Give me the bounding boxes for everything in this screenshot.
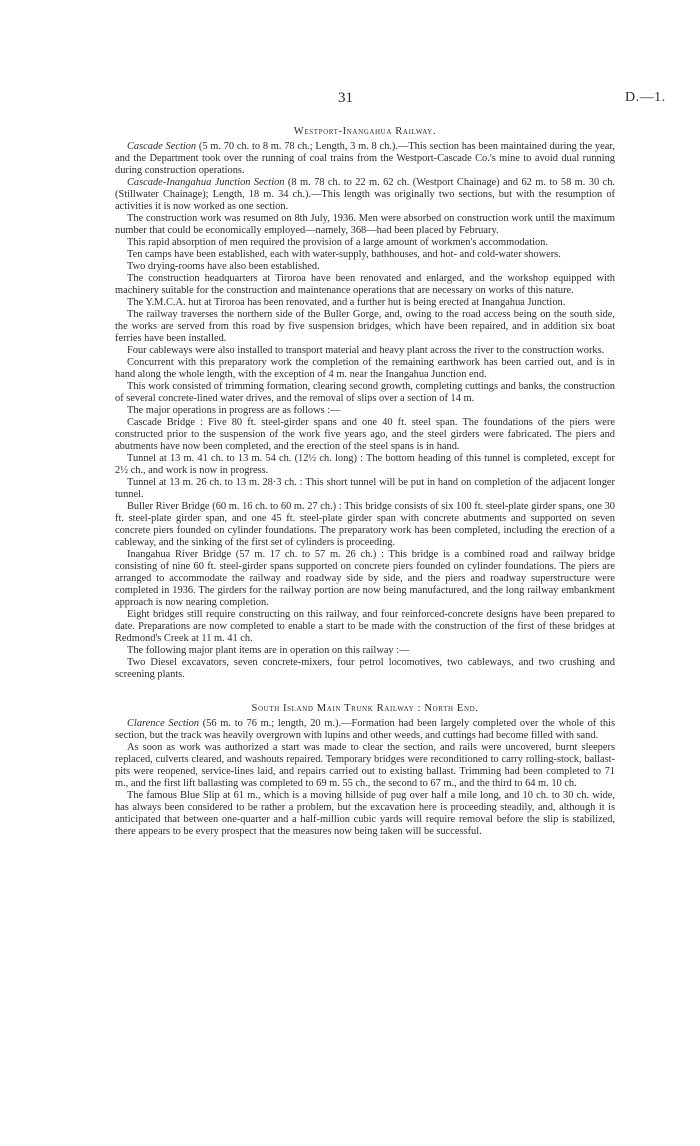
paragraph-text: (5 m. 70 ch. to 8 m. 78 ch.; Length, 3 m. 8 ch.).—This section has been maintained during the year, and the Department took over the running of coal trains from the Westport-Cascade Co.'s mine to avoid dual running during construction operations. [115,141,615,176]
document-reference: D.—1. [625,90,666,105]
paragraph [115,141,615,177]
page-number: 31 [338,90,353,106]
paragraph: This rapid absorption of men required the provision of a large amount of workmen's accommodation. [127,237,548,248]
paragraph: As soon as work was authorized a start was made to clear the section, and rails were uncovered, burnt sleepers replaced, culverts cleared, and washouts repaired. Temporary bridges were reconditioned to carry rolling-stock, ballast-pits were reopened, service-lines laid, and repairs carried out to existing ballast. Trimming had been completed to 71 m., and the first lift ballasting was completed to 69 m. 55 ch., the second to 67 m., and the third to 64 m. 10 ch. [115,742,615,789]
paragraph: The following major plant items are in operation on this railway :— [127,645,410,656]
paragraph: The railway traverses the northern side of the Buller Gorge, and, owing to the road access being on the south side, the works are served from this road by five suspension bridges, which have been repaired, and in addition six boat ferries have been installed. [115,309,615,344]
paragraph [115,718,615,742]
paragraph: Concurrent with this preparatory work the completion of the remaining earthwork has been carried out, and is in hand along the whole length, with the exception of 4 m. near the Inangahua Junction end. [115,357,615,380]
paragraph-text: (56 m. to 76 m.; length, 20 m.).—Formation had been largely completed over the whole of this section, but the track was heavily overgrown with lupins and other weeds, and cuttings had become filled with sand. [115,718,615,741]
paragraph: Two Diesel excavators, seven concrete-mixers, four petrol locomotives, two cableways, and two crushing and screening plants. [115,657,615,680]
paragraph: The Y.M.C.A. hut at Tiroroa has been renovated, and a further hut is being erected at Inangahua Junction. [127,297,566,308]
paragraph: The construction work was resumed on 8th July, 1936. Men were absorbed on construction work until the maximum number that could be economically employed—namely, 368—had been placed by February. [115,213,615,236]
paragraph: Two drying-rooms have also been established. [127,261,320,272]
paragraph: Inangahua River Bridge (57 m. 17 ch. to 57 m. 26 ch.) : This bridge is a combined road and railway bridge consisting of nine 60 ft. steel-girder spans supported on concrete piers founded on cylinder foundations. The piers are arranged to accommodate the railway and roadway side by side, and the piers and roadway superstructure were completed in 1936. The girders for the railway portion are now being manufactured, and the long railway embankment approach is now nearing completion. [115,549,615,608]
paragraph: Cascade Bridge : Five 80 ft. steel-girder spans and one 40 ft. steel span. The foundations of the piers were constructed prior to the suspension of the work five years ago, and the steel girders were fabricated. The piers and abutments have now been completed, and the erection of the steel spans is in hand. [115,417,615,452]
paragraph: The major operations in progress are as follows :— [127,405,341,416]
section-title: Cascade-Inangahua Junction Section [127,177,285,188]
paragraph: Eight bridges still require constructing on this railway, and four reinforced-concrete designs have been prepared to date. Preparations are now completed to enable a start to be made with the construction of the first of these bridges at Redmond's Creek at 11 m. 41 ch. [115,609,615,644]
paragraph: The famous Blue Slip at 61 m., which is a moving hillside of pug over half a mile long, and 10 ch. to 30 ch. wide, has always been considered to be rather a problem, but the excavation here is proceeding steadily, and, although it is anticipated that between one-quarter and a half-million cubic yards will require removal before the slip is stabilized, there appears to be every prospect that the measures now being taken will be successful. [115,790,615,837]
paragraph: Tunnel at 13 m. 26 ch. to 13 m. 28·3 ch. : This short tunnel will be put in hand on completion of the adjacent longer tunnel. [115,477,615,500]
section-heading-south-island-main-trunk: South Island Main Trunk Railway : North End. [251,703,479,714]
paragraph: Tunnel at 13 m. 41 ch. to 13 m. 54 ch. (12½ ch. long) : The bottom heading of this tunnel is completed, except for 2½ ch., and work is now in progress. [115,453,615,476]
paragraph: Four cableways were also installed to transport material and heavy plant across the river to the construction works. [127,345,605,356]
paragraph [115,177,615,213]
section-title: Cascade Section [127,141,197,152]
paragraph: This work consisted of trimming formation, clearing second growth, completing cuttings and banks, the construction of several concrete-lined water drives, and the removal of slips over a section of 14 m. [115,381,615,404]
section-heading-westport-inangahua: Westport-Inangahua Railway. [293,126,437,137]
paragraph: Ten camps have been established, each with water-supply, bathhouses, and hot- and cold-water showers. [127,249,561,260]
paragraph: The construction headquarters at Tiroroa have been renovated and enlarged, and the workshop equipped with machinery suitable for the construction and maintenance operations that are necessary on works of this nature. [115,273,615,296]
paragraph-text: (8 m. 78 ch. to 22 m. 62 ch. (Westport Chainage) and 62 m. to 58 m. 30 ch. (Stillwater Chainage); Length, 18 m. 34 ch.).—This length was originally two sections, but with the resumption of activities it is now worked as one section. [115,177,616,212]
page-body [115,120,615,838]
section-title: Clarence Section [127,718,200,729]
paragraph: Buller River Bridge (60 m. 16 ch. to 60 m. 27 ch.) : This bridge consists of six 100 ft. steel-plate girder spans, one 30 ft. steel-plate girder span, and one 45 ft. steel-plate girder span with concrete abutments and supported on seven concrete piers founded on cylinder foundations. The preparatory work has been completed, including the erection of a cableway, and the sinking of the first set of cylinders is proceeding. [115,501,615,548]
